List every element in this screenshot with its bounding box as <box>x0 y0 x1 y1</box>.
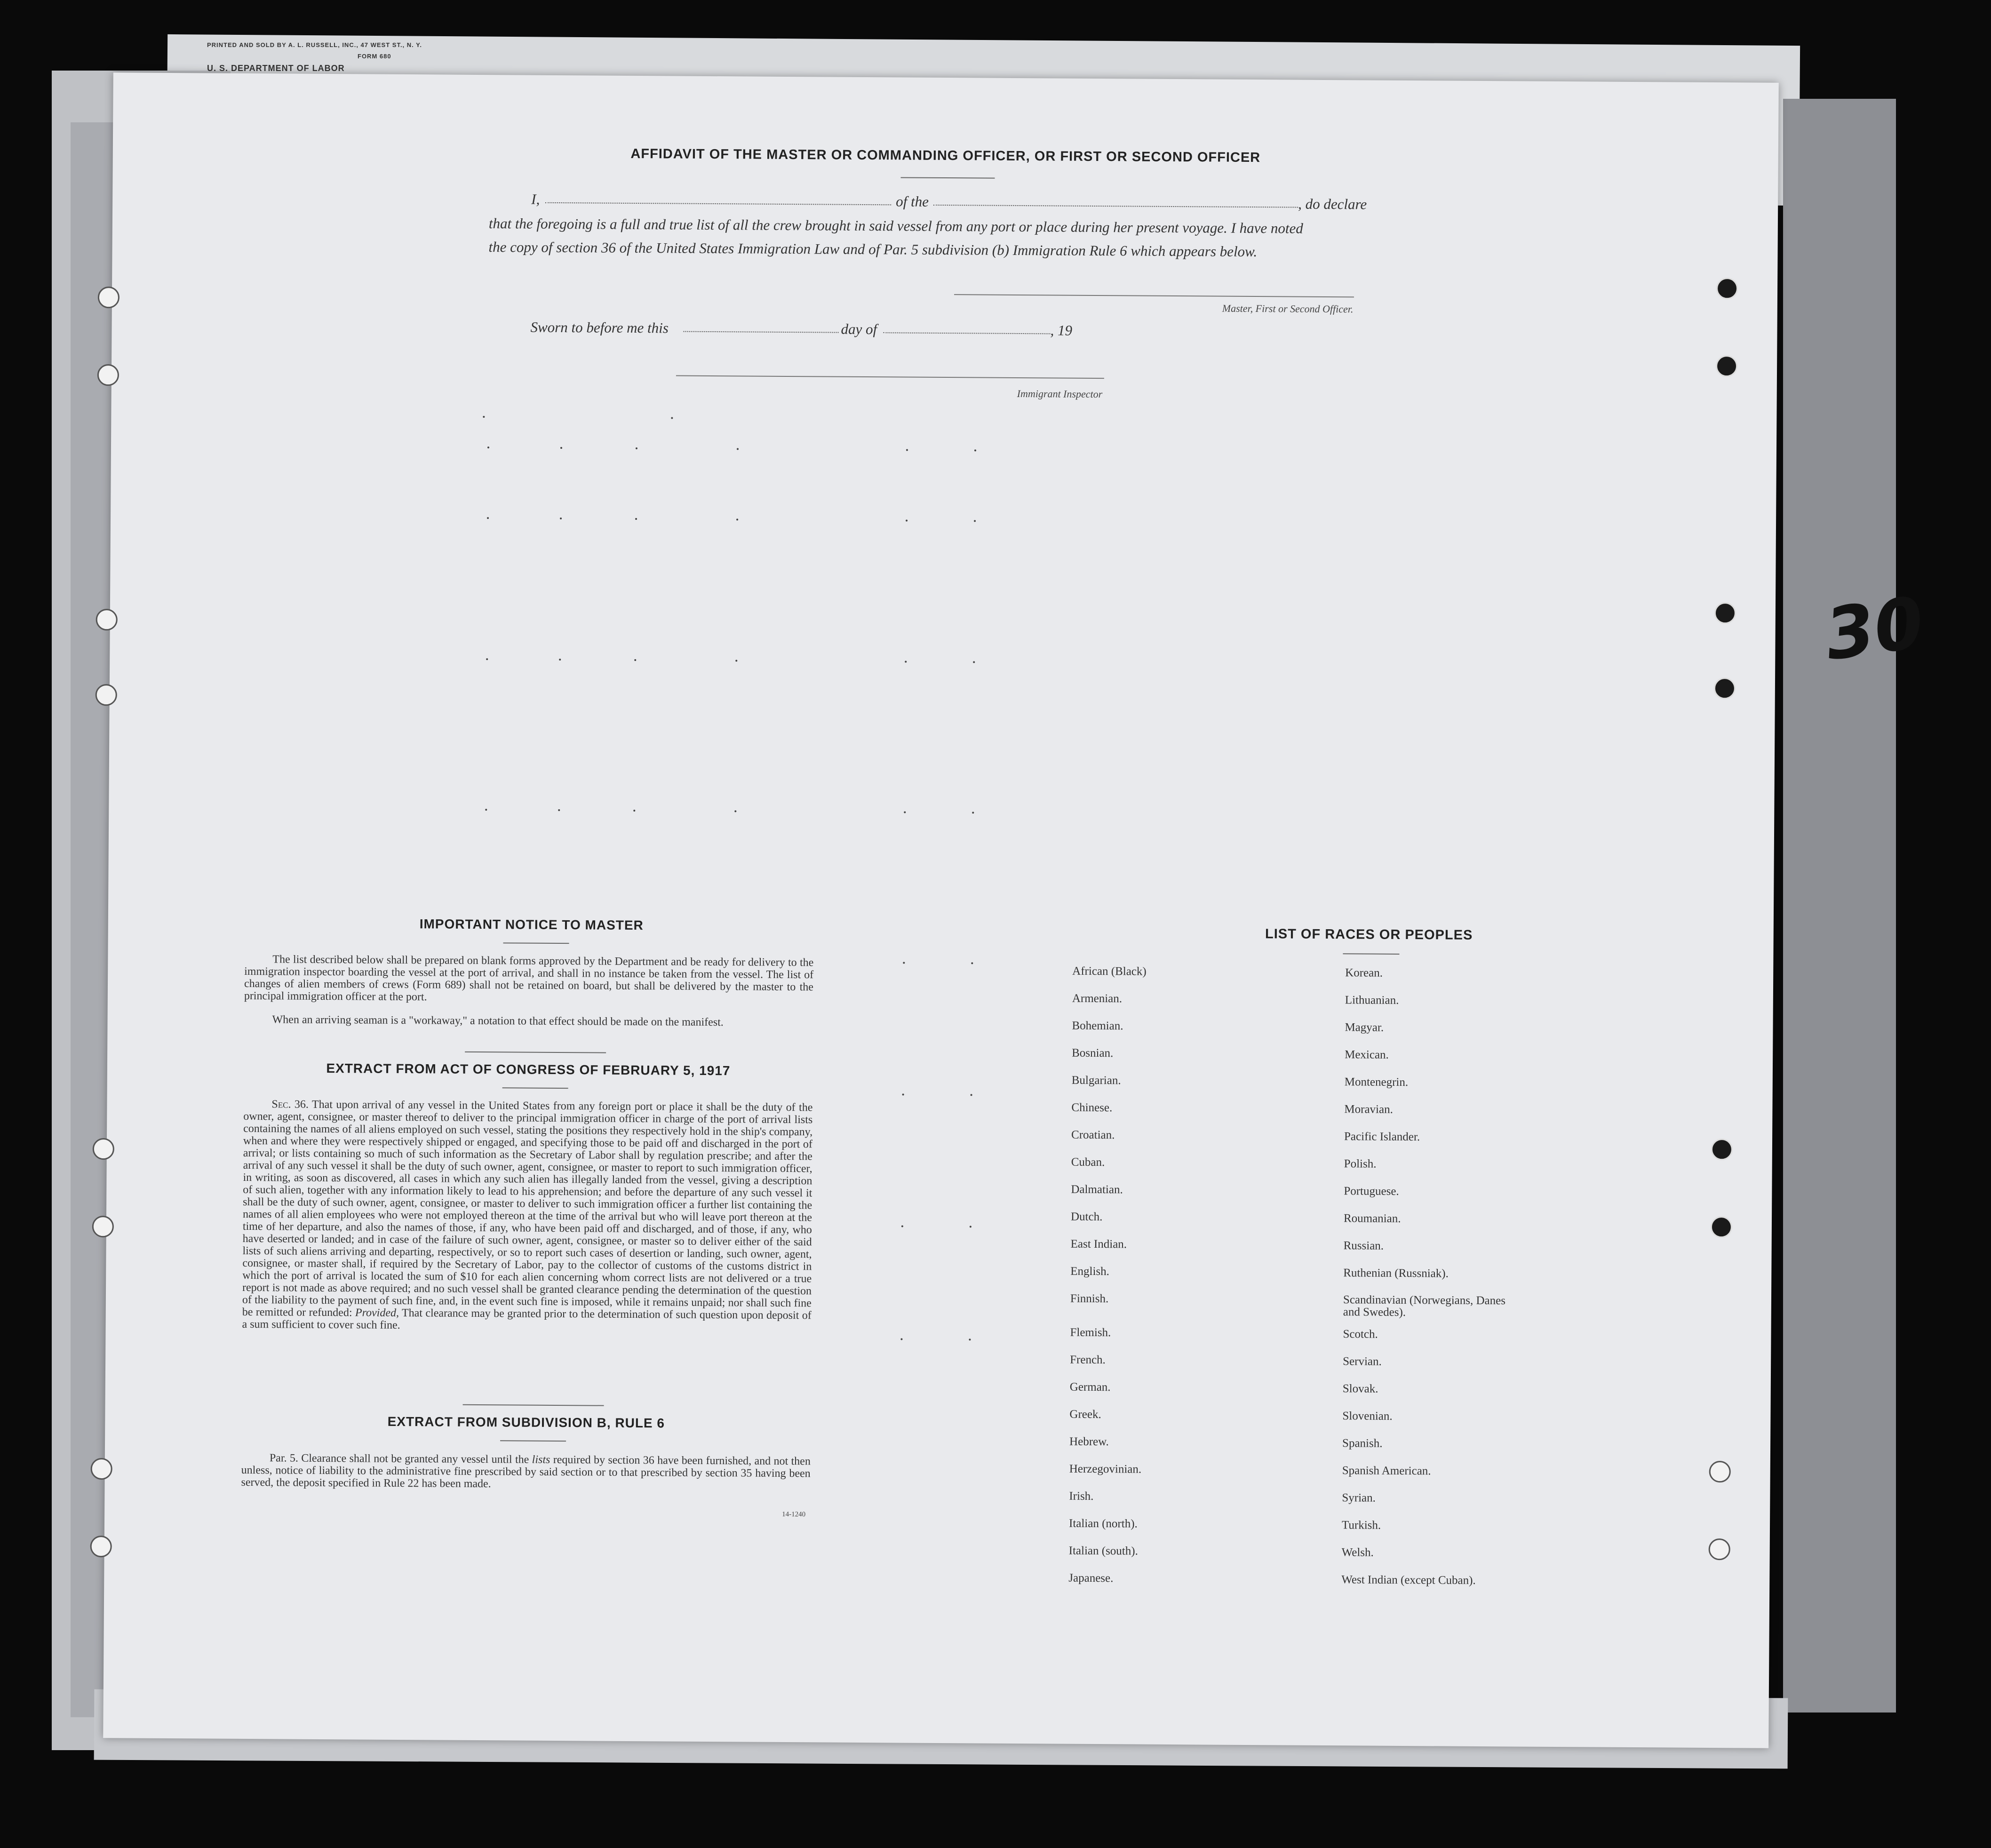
stray-dot <box>485 809 487 811</box>
punch-hole <box>98 287 119 308</box>
stray-dot <box>906 449 908 451</box>
punch-hole <box>93 1138 114 1160</box>
stray-dot <box>671 417 673 419</box>
stray-dot <box>558 809 560 811</box>
race-item: Spanish. <box>1342 1437 1383 1450</box>
punch-hole <box>1709 1538 1730 1560</box>
race-item: German. <box>1069 1380 1111 1394</box>
race-item: Italian (north). <box>1068 1517 1138 1530</box>
race-item: Ruthenian (Russniak). <box>1343 1267 1449 1280</box>
stray-dot <box>633 810 635 812</box>
race-item: Servian. <box>1343 1355 1382 1368</box>
race-item: Pacific Islander. <box>1344 1130 1420 1144</box>
race-item: Flemish. <box>1070 1326 1111 1339</box>
race-item: Spanish American. <box>1342 1464 1431 1478</box>
affidavit-line-3: the copy of section 36 of the United States Immigration Law and of Par. 5 subdivision (b) Immigration Rule 6 which appears below. <box>488 239 1258 260</box>
affidavit-title: AFFIDAVIT OF THE MASTER OR COMMANDING OFFICER, OR FIRST OR SECOND OFFICER <box>630 146 1261 166</box>
notice-title: IMPORTANT NOTICE TO MASTER <box>419 916 644 933</box>
race-item: Irish. <box>1069 1490 1094 1503</box>
punch-hole <box>1711 1139 1733 1160</box>
punch-hole <box>1709 1461 1731 1482</box>
race-item: Scotch. <box>1343 1328 1378 1341</box>
stray-dot <box>969 1338 971 1340</box>
stray-dot <box>971 1094 972 1096</box>
race-item: Cuban. <box>1071 1155 1105 1169</box>
stray-dot <box>900 1338 902 1340</box>
race-item: Hebrew. <box>1069 1435 1109 1449</box>
race-item: Slovak. <box>1342 1382 1378 1395</box>
form-number: FORM 680 <box>358 53 391 60</box>
race-item: Dalmatian. <box>1071 1183 1123 1196</box>
stray-dot <box>904 812 906 813</box>
rule-lists-word: lists <box>532 1453 550 1466</box>
officer-name-field[interactable] <box>545 202 891 205</box>
race-item: African (Black) <box>1072 964 1147 978</box>
affidavit-declare-label: , do declare <box>1298 195 1367 213</box>
punch-hole <box>1716 278 1738 299</box>
stray-dot <box>734 810 736 812</box>
section-body: That upon arrival of any vessel in the United States from any foreign port or place it shall be the duty of the owner, agent, consignee, or master thereof to deliver to the principal immigration officer in charge of the port of arrival lists containing the names of all aliens employed on such vessel, stating the positions they respectively hold in the ship's company, when and where they were respectively shipped or engaged, and specifying those to be paid off and discharged in the port of arrival; or lists containing so much of such information as the Secretary of Labor shall by regulation prescribe; and after the arrival of any such vessel it shall be the duty of such owner, agent, consignee, or master to report to such immigration officer, in writing, as soon as discovered, all cases in which any such alien has illegally landed from the vessel, giving a description of such alien, together with any information likely to lead to his apprehension; and before the departure of any such vessel it shall be the duty of such owner, agent, consignee, or master to deliver to such immigration officer a further list containing the names of all alien employees who were not employed thereon at the time of the arrival but who will leave port thereon at the time of her departure, and also the names of those, if any, who have been paid off and discharged, and of those, if any, who have deserted or landed; and in case of the failure of such owner, agent, consignee, or master so to deliver either of the said lists of such aliens arriving and departing, respectively, or so to report such cases of desertion or landing, such owner, agent, consignee, or master shall, if required by the Secretary of Labor, pay to the collector of customs of the customs district in which the port of arrival is located the sum of $10 for each alien concerning whom correct lists are not delivered or a true report is not made as above required; and no such vessel shall be granted clearance pending the determination of the question of the liability to the payment of such fine, and, in the event such fine is imposed, while it remains unpaid; nor shall such fine be remitted or refunded: <box>242 1098 813 1319</box>
race-item: Moravian. <box>1344 1103 1393 1116</box>
race-item: Scandinavian (Norwegians, Danes and Swedes). <box>1343 1293 1506 1319</box>
race-item: Finnish. <box>1070 1292 1109 1306</box>
handwritten-page-number: 30 <box>1820 581 1929 677</box>
affidavit-i-label: I, <box>531 191 540 207</box>
race-item: Montenegrin. <box>1344 1075 1409 1089</box>
inspector-signature-label: Immigrant Inspector <box>1017 387 1103 400</box>
race-item: Herzegovinian. <box>1069 1462 1142 1476</box>
sworn-month-field[interactable] <box>883 332 1050 334</box>
stray-dot <box>905 661 907 663</box>
punch-hole <box>1714 677 1736 699</box>
race-item: East Indian. <box>1070 1237 1127 1251</box>
race-item: Bosnian. <box>1072 1046 1114 1060</box>
title-rule <box>901 177 995 178</box>
section-rule <box>463 1404 604 1406</box>
stray-dot <box>634 659 636 661</box>
stray-dot <box>972 812 974 813</box>
race-item: Japanese. <box>1068 1571 1114 1585</box>
punch-hole <box>92 1216 114 1237</box>
sworn-label: Sworn to before me this <box>530 319 669 336</box>
races-title: LIST OF RACES OR PEOPLES <box>1265 926 1473 943</box>
master-signature-label: Master, First or Second Officer. <box>1222 302 1354 315</box>
stray-dot <box>483 416 485 418</box>
punch-hole <box>90 1536 112 1557</box>
race-item: Croatian. <box>1071 1128 1115 1142</box>
stray-dot <box>635 518 637 520</box>
form-page <box>103 72 1779 1748</box>
provided-word: Provided, <box>355 1306 399 1319</box>
sworn-year-label: , 19 <box>1050 322 1073 339</box>
sworn-day-field[interactable] <box>683 331 838 333</box>
race-item: Chinese. <box>1071 1101 1113 1115</box>
stray-dot <box>901 1225 903 1227</box>
rule-extract-title: EXTRACT FROM SUBDIVISION B, RULE 6 <box>387 1414 665 1431</box>
race-item: English. <box>1070 1265 1110 1278</box>
stray-dot <box>487 517 489 519</box>
stray-dot <box>560 518 562 519</box>
stray-dot <box>906 520 908 522</box>
stray-dot <box>737 448 739 450</box>
race-item: French. <box>1070 1353 1106 1367</box>
races-rule <box>1343 953 1399 955</box>
race-item: Portuguese. <box>1344 1185 1399 1198</box>
section-label: Sec. 36. <box>271 1098 309 1111</box>
punch-hole <box>91 1458 112 1480</box>
race-item: West Indian (except Cuban). <box>1341 1573 1476 1587</box>
punch-hole <box>1716 355 1737 377</box>
inspector-signature-line[interactable] <box>676 375 1104 379</box>
race-item: Greek. <box>1069 1408 1101 1421</box>
act-extract-title: EXTRACT FROM ACT OF CONGRESS OF FEBRUARY 5, 1917 <box>326 1061 731 1078</box>
race-item: Magyar. <box>1345 1021 1384 1034</box>
stray-dot <box>970 1226 972 1227</box>
printer-credit: PRINTED AND SOLD BY A. L. RUSSELL, INC., 47 WEST ST., N. Y. <box>207 41 422 48</box>
race-item: Bohemian. <box>1072 1019 1123 1033</box>
form-code: 14-1240 <box>782 1510 806 1519</box>
race-item: Turkish. <box>1341 1519 1381 1532</box>
stray-dot <box>636 447 637 449</box>
race-item: Syrian. <box>1342 1491 1376 1505</box>
punch-hole <box>96 609 118 630</box>
notice-rule <box>503 942 569 944</box>
stray-dot <box>903 962 905 964</box>
race-item: Dutch. <box>1070 1210 1103 1224</box>
stray-dot <box>735 660 737 661</box>
race-item: Lithuanian. <box>1345 994 1399 1007</box>
punch-hole <box>96 684 117 706</box>
race-item: Mexican. <box>1345 1048 1389 1061</box>
race-item: Bulgarian. <box>1071 1074 1121 1087</box>
stray-dot <box>974 520 976 522</box>
stray-dot <box>487 446 489 448</box>
race-item: Russian. <box>1343 1239 1384 1252</box>
affidavit-line-2: that the foregoing is a full and true list of all the crew brought in said vessel from any port or place during her present voyage. I have noted <box>488 215 1303 237</box>
vessel-name-field[interactable] <box>933 205 1298 208</box>
stray-dot <box>486 658 488 660</box>
day-of-label: day of <box>841 320 877 338</box>
rule-rule <box>500 1440 566 1442</box>
stray-dot <box>559 659 561 661</box>
punch-hole <box>97 364 119 386</box>
stray-dot <box>560 447 562 449</box>
stray-dot <box>971 962 973 964</box>
underlying-sheet-right <box>1783 99 1896 1713</box>
section-body-end: That clearance may be granted prior to the determination of such question upon deposit of a sum sufficient to cover such fine. <box>242 1307 812 1331</box>
rule-text-b: required by section 36 have been furnished, and not then unless, notice of liability to the administrative fine prescribed by said section or to that prescribed by section 35 having been served, the deposit specified in Rule 22 has been made. <box>241 1453 811 1490</box>
stray-dot <box>974 449 976 451</box>
race-item: Polish. <box>1344 1157 1377 1171</box>
punch-hole <box>1714 602 1736 624</box>
department-label: U. S. DEPARTMENT OF LABOR <box>207 64 345 73</box>
stray-dot <box>973 661 975 663</box>
affidavit-of-the-label: of the <box>896 193 929 210</box>
act-section-36-text <box>242 1098 813 1334</box>
act-rule <box>502 1087 568 1089</box>
punch-hole <box>1711 1216 1732 1238</box>
notice-paragraph-2: When an arriving seaman is a "workaway," a notation to that effect should be made on the manifest. <box>272 1013 724 1029</box>
master-signature-line[interactable] <box>954 294 1354 297</box>
section-rule <box>465 1051 606 1053</box>
race-item: Armenian. <box>1072 992 1123 1005</box>
rule-text-a: Par. 5. Clearance shall not be granted any vessel until the <box>269 1452 529 1466</box>
stray-dot <box>902 1094 904 1096</box>
race-item: Slovenian. <box>1342 1410 1393 1423</box>
race-item: Korean. <box>1345 966 1383 980</box>
notice-paragraph-1: The list described below shall be prepared on blank forms approved by the Department and be ready for delivery to the immigration inspector boarding the vessel at the port of arrival, and shall in no instance be taken from the vessel. The list of changes of alien members of crews (Form 689) shall not be retained on board, but shall be delivered by the master to the principal immigration officer at the port. <box>244 953 814 1004</box>
stray-dot <box>736 518 738 520</box>
race-item: Italian (south). <box>1068 1544 1138 1558</box>
race-item: Welsh. <box>1341 1546 1374 1559</box>
rule-paragraph <box>241 1452 810 1492</box>
race-item: Roumanian. <box>1343 1212 1401 1225</box>
